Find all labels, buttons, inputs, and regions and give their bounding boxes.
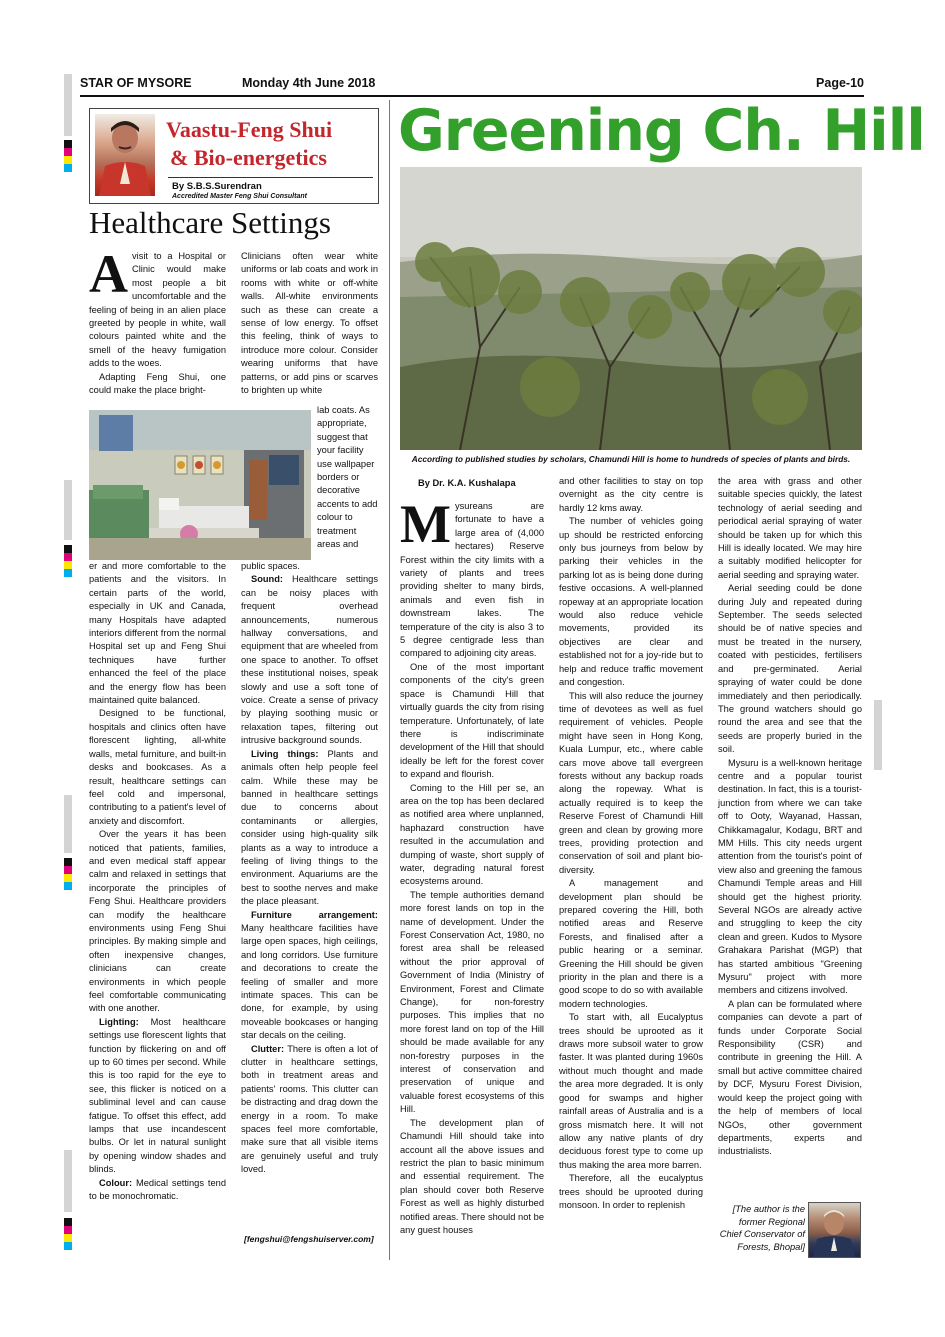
paragraph: er and more comfortable to the patients and the visitors. In certain parts of the world, especially in UK and Canada, many Hospitals have adapted interiors different from the normal Hospital set up and Feng Shui techniques have further enhanced the feel of the place and the energy flow has been maintained quite balanced. [89,561,226,706]
article-column [718,475,862,1159]
article-column [559,475,703,1212]
author-email: [fengshui@fengshuiserver.com] [244,1234,374,1244]
subhead: Living things: [251,748,319,759]
margin-strip [874,700,882,770]
article-column [241,250,378,397]
page-number: Page-10 [816,76,864,90]
page-header [80,74,864,94]
margin-strip [64,1150,72,1212]
paper-name: STAR OF MYSORE [80,76,192,90]
paragraph: A plan can be formulated where companies can devote a part of funds under Corporate Social Responsibility (CSR) and contribute in greening the Hill. A small but active committee chaired by DCF, Mysuru Forest Division, would keep the project going with the help of members of local NGOs, other government departments, experts and industrialists. [718,998,862,1157]
paragraph-body: Medical settings tend to be monochromatic. [89,1177,226,1202]
drop-cap: M [400,494,451,554]
paragraph: Aerial seeding could be done during July and repeated during September. The seeds selected should be of native species and must be treated in the nursery, coated with pesticides, fertilisers and pre-germinated. Aerial spraying of water could be done immediately and then periodically. The ground watchers should go round the area and see that the seeds are properly buried in the soil. [718,583,862,755]
paragraph: Designed to be functional, hospitals and clinics often have florescent lighting, all-white walls, metal furniture, and built-in desks and bookcases. As a result, healthcare settings can feel cold and impersonal, contributing to a patient's level of anxiety and discomfort. [89,708,226,826]
paragraph-body: There is often a lot of clutter in healthcare settings, both in treatment areas and patients' rooms. This clutter can be distracting and drag down the energy in a room. To make spaces feel more comfortable, make sure that all visible items are genuinely useful and truly loved. [241,1043,378,1175]
author-bio: [The author is the former Regional Chief Conservator of Forests, Bhopal] [719,1204,805,1252]
paragraph [89,1177,226,1204]
paragraph [241,1043,378,1177]
paragraph-body: Most healthcare settings use florescent lights that function by flickering on and off up to 60 times per second. While this is too rapid for the eye to see, this flicker is noticed on a subliminal level and can cause fatigue. To offset this effect, add lamps that use incandescent bulbs. Or let in natural sunlight by opening window shades and blinds. [89,1016,226,1175]
paragraph: Adapting Feng Shui, one could make the place bright- [89,371,226,396]
column-divider [389,100,390,1260]
drop-cap: A [89,244,128,304]
paragraph: visit to a Hospital or Clinic would make most people a bit uncomfortable and the feeling of being in an alien place greeted by people in white, wall colours painted white and the smell of the heavy fumigation adds to the woes. [89,251,226,369]
paragraph: the area with grass and other suitable species quickly, the latest technology of aerial seeding and periodical aerial spraying of water should be taken up for which this Hill is ideally located. We may hire a suitably modified helicopter for aerial seeding and spraying water. [718,476,862,580]
paragraph: To start with, all Eucalyptus trees should be uprooted as it draws more subsoil water to grow faster. It was planted during 1960s without much thought and made the area more degraded. It is only good for swamps and higher rainfall areas of Australia and is a gross mismatch here. It will not allow any native plants of dry deciduous forest type to come up thus making the area more barren. [559,1012,703,1170]
paragraph: This will also reduce the journey time of devotees as well as fuel requirement of vehicles. People might have seen in Hong Kong, Kuala Lumpur, etc., where cable cars move above tall evergreen forests without any backup roads along the ropeway. What is actually required is to keep the Reserve Forest of Chamundi Hill green and clean by growing more trees, providing protection and conservation of soil and plant bio-diversity. [559,690,703,875]
byline: By S.B.S.Surendran [172,181,262,192]
paragraph: Therefore, all the eucalyptus trees should be uprooted during monsoon. In order to replenish [559,1173,703,1210]
subhead: Sound: [251,574,284,585]
paragraph: The number of vehicles going up should be restricted enforcing only bus journeys from below by parking their vehicles in the parking lot as is being done during festive occasions. A well-planned ropeway at an appropriate location would also reduce vehicle movements, provided its objectives are clear and established not for a joy-ride but to help and reduce traffic movement and congestion. [559,516,703,688]
paragraph-body: Plants and animals often help people feel calm. While these may be banned in healthcare settings due to concerns about contaminants or allergies, consider using high-quality silk plants as a way to introduce a feeling of living things to the environment. Aquariums are the best to soothe nerves and make the place pleasant. [241,748,378,907]
article-column [317,404,378,551]
paragraph: A management and development plan should be prepared covering the Hill, both notified areas and Reserve Forests, and finalised after a public hearing or a seminar. Greening the Hill should be given priority in the plan and there is a good scope to do so with available modern technologies. [559,878,703,1009]
paragraph: ysureans are fortunate to have a large area of (4,000 hectares) Reserve Forest within the city limits with a variety of plants and trees providing shelter to many birds, animals and even fish in downstream lakes. The temperature of the city is also 3 to 5 degree centigrade less than compared to adjoining city areas. [400,501,544,659]
subhead: Furniture arrangement: [251,909,378,920]
paragraph: public spaces. [241,561,300,571]
registration-marks [64,140,72,172]
subhead: Colour: [99,1177,133,1188]
article-column [400,494,544,1237]
paragraph-body: Healthcare settings can be noisy places with frequent overhead announcements, numerous hallway conversations, and equipment that are wheeled from one space to another. To offset these institutional noises, speak slowly and use a soft tone of voice. Create a sense of privacy by playing soothing music or relaxation tapes, filtering out intrusive background sounds. [241,574,378,746]
issue-date: Monday 4th June 2018 [242,76,376,90]
paragraph-body: Many healthcare facilities have large open spaces, high ceilings, and long corridors. Use furniture and decorations to create the feeling of smaller and more intimate spaces. This can be done, for example, by using moveable bookcases or hanging star decals on the ceiling. [241,922,378,1041]
brand-rule [168,177,373,178]
photo-caption: According to published studies by scholars, Chamundi Hill is home to hundreds of species of plants and birds. [411,454,851,464]
author-photo [808,1202,861,1258]
subhead: Clutter: [251,1043,285,1054]
registration-marks [64,858,72,890]
paragraph [241,573,378,747]
paragraph: The development plan of Chamundi Hill should take into account all the above issues and restrict the plan to basic minimum and essential requirement. The plan should cover both Reserve Forest as well as highly disturbed notified areas. There should not be any guest houses [400,1117,544,1235]
chamundi-hill-photo [400,167,862,450]
margin-strip [64,74,72,136]
paragraph: Over the years it has been noticed that patients, families, and even medical staff appear calm and relaxed in settings that incorporate the principles of Feng Shui. Healthcare providers can modify the healthcare environments using Feng Shui principles. By making simple and often inexpensive changes, clinicians can create environments in which people feel comfortable communicating with one another. [89,829,226,1014]
article-column [241,560,378,1177]
registration-marks [64,1218,72,1250]
article-column [89,560,226,1204]
paragraph [241,909,378,1043]
column-title-line2: & Bio-energetics [170,145,327,170]
paragraph: Coming to the Hill per se, an area on the top has been declared as notified area where unplanned, haphazard construction have resulted in the accumulation and dumping of waste, short supply of water, degrading natural forest ecosystems around. [400,782,544,887]
paragraph: Clinicians often wear white uniforms or lab coats and work in rooms with white or off-white walls. All-white environments such as these can create a sense of low energy. To offset this feeling, think of ways to introduce more colour. Consider wearing uniforms that have patterns, or add pins or scarves to brighten up white [241,251,378,396]
paragraph [89,1016,226,1177]
paragraph: lab coats. As appropriate, suggest that your facility use wallpaper borders or decorative accents to add colour to treatment areas and [317,405,378,550]
header-rule [80,95,864,97]
registration-marks [64,545,72,577]
author-portrait [95,114,155,196]
subhead: Lighting: [99,1016,139,1027]
paragraph: Mysuru is a well-known heritage centre and a popular tourist destination. In fact, this is a tourist-junction from where we can take off to Ooty, Wayanad, Hassan, Chikkamagalur, Kodagu, BRT and MM Hills. This city needs urgent attention from the tourist's point of view also and greening the famous Chamundi Temple areas and Hill should get the highest priority. Several NGOs are already active and struggling to keep the city clean and green. Kudos to Mysore Grahakara Parishat (MGP) that has started ambitious "Greening Mysuru" project with more members and citizens involved. [718,757,862,996]
paragraph: The temple authorities demand more forest lands on top in the name of development. Under the Forest Conservation Act, 1980, no forest area shall be released without the prior approval of Government of India (Ministry of Environment, Forest and Climate Change), for non-forestry purposes. This implies that no more forest land on top of the Hill should be made available for any non-forestry purposes in the interest of conservation and preservation of unique and valuable forest ecosystems of this Hill. [400,889,544,1115]
column-brand-box [89,108,379,204]
paragraph [241,748,378,909]
headline: Greening Ch. Hill [398,98,925,164]
article-title: Healthcare Settings [89,205,331,240]
paragraph: One of the most important components of the city's green space is Chamundi Hill that virtually guards the city from rising temperature. Unfortunately, of late there is indiscriminate development of the Hill that should ideally be left for the forest cover to expand and flourish. [400,661,544,780]
hospital-room-photo [89,410,311,560]
article-column [89,244,226,397]
column-title-line1: Vaastu-Feng Shui [166,117,333,142]
margin-strip [64,480,72,540]
paragraph: and other facilities to stay on top overnight as the city centre is hardly 12 kms away. [559,476,703,513]
byline: By Dr. K.A. Kushalapa [418,478,516,488]
margin-strip [64,795,72,853]
byline-credential: Accredited Master Feng Shui Consultant [172,193,307,200]
